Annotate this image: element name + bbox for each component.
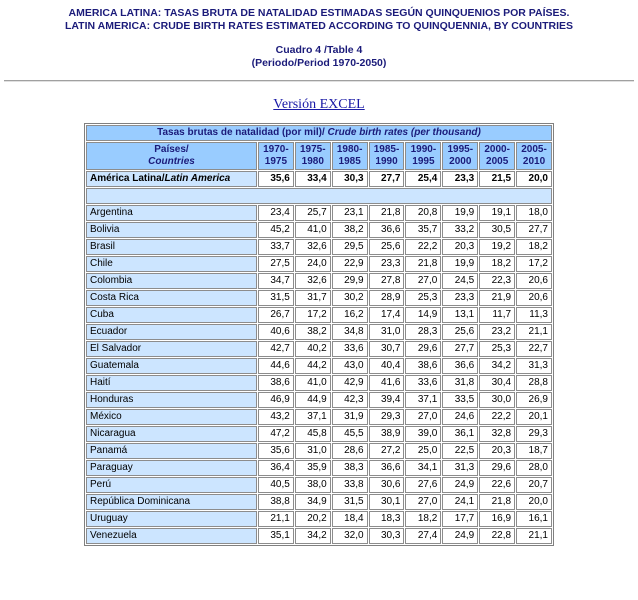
- value-cell: 27,2: [369, 443, 405, 459]
- country-header-english: Countries: [148, 156, 195, 167]
- value-cell: 28,8: [516, 375, 552, 391]
- value-cell: 25,0: [405, 443, 441, 459]
- period-column-header: [332, 142, 368, 170]
- period-column-header: [295, 142, 331, 170]
- spacer-cell: [86, 188, 552, 204]
- value-cell: 30,6: [369, 477, 405, 493]
- value-cell: 37,1: [295, 409, 331, 425]
- value-cell: 46,9: [258, 392, 294, 408]
- period-end: 1975: [264, 156, 288, 167]
- period-start: 1980-: [336, 144, 363, 155]
- period-start: 2005-: [521, 144, 547, 155]
- value-cell: 31,5: [258, 290, 294, 306]
- value-cell: 20,3: [442, 239, 478, 255]
- value-cell: 29,3: [516, 426, 552, 442]
- value-cell: 22,9: [332, 256, 368, 272]
- value-cell: 38,2: [332, 222, 368, 238]
- value-cell: 24,9: [442, 528, 478, 544]
- value-cell: 20,1: [516, 409, 552, 425]
- value-cell: 40,5: [258, 477, 294, 493]
- country-cell: Colombia: [86, 273, 257, 289]
- value-cell: 32,8: [479, 426, 515, 442]
- period-end: 2000: [449, 156, 472, 167]
- value-cell: 20,2: [295, 511, 331, 527]
- value-cell: 28,3: [405, 324, 441, 340]
- table-row: [86, 392, 552, 408]
- table-row: [86, 307, 552, 323]
- excel-version-link[interactable]: Versión EXCEL: [273, 97, 365, 112]
- value-cell: 23,3: [442, 290, 478, 306]
- title-spanish: AMERICA LATINA: TASAS BRUTA DE NATALIDAD ESTIMADAS SEGÚN QUINQUENIOS POR PAÍSES.: [68, 7, 570, 19]
- value-cell: 33,2: [442, 222, 478, 238]
- total-value-cell: 20,0: [516, 171, 552, 187]
- period-start: 1995-: [447, 144, 474, 155]
- value-cell: 22,2: [479, 409, 515, 425]
- value-cell: 11,7: [479, 307, 515, 323]
- value-cell: 34,8: [332, 324, 368, 340]
- caption-english: Crude birth rates (per thousand): [324, 127, 481, 138]
- value-cell: 30,1: [369, 494, 405, 510]
- value-cell: 20,0: [516, 494, 552, 510]
- spacer-row: [86, 188, 552, 204]
- value-cell: 23,3: [369, 256, 405, 272]
- value-cell: 27,7: [516, 222, 552, 238]
- value-cell: 18,0: [516, 205, 552, 221]
- country-cell: México: [86, 409, 257, 425]
- value-cell: 17,2: [516, 256, 552, 272]
- value-cell: 19,9: [442, 256, 478, 272]
- value-cell: 18,3: [369, 511, 405, 527]
- country-cell: Honduras: [86, 392, 257, 408]
- value-cell: 24,6: [442, 409, 478, 425]
- value-cell: 29,6: [479, 460, 515, 476]
- table-caption: [86, 125, 552, 141]
- value-cell: 25,6: [369, 239, 405, 255]
- value-cell: 44,9: [295, 392, 331, 408]
- value-cell: 34,2: [479, 358, 515, 374]
- value-cell: 31,3: [516, 358, 552, 374]
- value-cell: 21,8: [369, 205, 405, 221]
- value-cell: 21,1: [516, 324, 552, 340]
- value-cell: 29,3: [369, 409, 405, 425]
- value-cell: 19,2: [479, 239, 515, 255]
- value-cell: 22,3: [479, 273, 515, 289]
- value-cell: 35,7: [405, 222, 441, 238]
- country-cell: Nicaragua: [86, 426, 257, 442]
- total-value-cell: 27,7: [369, 171, 405, 187]
- period-column-header: [369, 142, 405, 170]
- value-cell: 29,6: [405, 341, 441, 357]
- value-cell: 35,1: [258, 528, 294, 544]
- value-cell: 31,9: [332, 409, 368, 425]
- total-value-cell: 33,4: [295, 171, 331, 187]
- value-cell: 38,9: [369, 426, 405, 442]
- period-column-header: [258, 142, 294, 170]
- value-cell: 25,3: [405, 290, 441, 306]
- value-cell: 36,4: [258, 460, 294, 476]
- caption-row: [86, 125, 552, 141]
- table-row: [86, 273, 552, 289]
- value-cell: 21,9: [479, 290, 515, 306]
- horizontal-divider: [4, 80, 634, 82]
- value-cell: 43,0: [332, 358, 368, 374]
- country-cell: Haití: [86, 375, 257, 391]
- value-cell: 30,4: [479, 375, 515, 391]
- table-row: [86, 409, 552, 425]
- value-cell: 18,4: [332, 511, 368, 527]
- period-start: 1985-: [373, 144, 400, 155]
- value-cell: 27,5: [258, 256, 294, 272]
- value-cell: 33,8: [332, 477, 368, 493]
- total-value-cell: 25,4: [405, 171, 441, 187]
- period-start: 1970-: [263, 144, 289, 155]
- value-cell: 31,0: [295, 443, 331, 459]
- title-english: LATIN AMERICA: CRUDE BIRTH RATES ESTIMATED ACCORDING TO QUINQUENNIA, BY COUNTRIES: [64, 20, 574, 32]
- period-end: 2010: [522, 156, 546, 167]
- country-column-header: [86, 142, 257, 170]
- value-cell: 19,1: [479, 205, 515, 221]
- value-cell: 21,8: [405, 256, 441, 272]
- value-cell: 20,3: [479, 443, 515, 459]
- table-row: [86, 426, 552, 442]
- value-cell: 16,1: [516, 511, 552, 527]
- value-cell: 40,2: [295, 341, 331, 357]
- value-cell: 18,2: [405, 511, 441, 527]
- value-cell: 38,3: [332, 460, 368, 476]
- value-cell: 42,9: [332, 375, 368, 391]
- value-cell: 18,7: [516, 443, 552, 459]
- value-cell: 23,2: [479, 324, 515, 340]
- value-cell: 20,8: [405, 205, 441, 221]
- value-cell: 29,5: [332, 239, 368, 255]
- value-cell: 37,1: [405, 392, 441, 408]
- value-cell: 27,4: [405, 528, 441, 544]
- value-cell: 45,5: [332, 426, 368, 442]
- value-cell: 30,5: [479, 222, 515, 238]
- table-row: [86, 375, 552, 391]
- country-cell: Argentina: [86, 205, 257, 221]
- table-number: Cuadro 4 /Table 4: [275, 44, 363, 56]
- value-cell: 26,9: [516, 392, 552, 408]
- period-start: 2000-: [484, 144, 510, 155]
- country-cell: Guatemala: [86, 358, 257, 374]
- total-row: [86, 171, 552, 187]
- value-cell: 28,6: [332, 443, 368, 459]
- value-cell: 30,2: [332, 290, 368, 306]
- value-cell: 24,0: [295, 256, 331, 272]
- value-cell: 30,3: [369, 528, 405, 544]
- period-column-header: [405, 142, 441, 170]
- value-cell: 17,7: [442, 511, 478, 527]
- value-cell: 25,7: [295, 205, 331, 221]
- value-cell: 40,4: [369, 358, 405, 374]
- table-row: [86, 443, 552, 459]
- value-cell: 18,2: [479, 256, 515, 272]
- value-cell: 38,8: [258, 494, 294, 510]
- value-cell: 43,2: [258, 409, 294, 425]
- value-cell: 41,0: [295, 222, 331, 238]
- table-row: [86, 477, 552, 493]
- value-cell: 36,1: [442, 426, 478, 442]
- value-cell: 34,9: [295, 494, 331, 510]
- country-cell: Panamá: [86, 443, 257, 459]
- table-row: [86, 205, 552, 221]
- value-cell: 22,2: [405, 239, 441, 255]
- value-cell: 42,3: [332, 392, 368, 408]
- value-cell: 42,7: [258, 341, 294, 357]
- period-end: 1980: [301, 156, 324, 167]
- country-cell: El Salvador: [86, 341, 257, 357]
- value-cell: 29,9: [332, 273, 368, 289]
- value-cell: 32,6: [295, 273, 331, 289]
- country-cell: Venezuela: [86, 528, 257, 544]
- value-cell: 24,9: [442, 477, 478, 493]
- period-label: (Periodo/Period 1970-2050): [251, 57, 387, 69]
- country-cell: Ecuador: [86, 324, 257, 340]
- value-cell: 38,6: [405, 358, 441, 374]
- value-cell: 34,7: [258, 273, 294, 289]
- value-cell: 13,1: [442, 307, 478, 323]
- value-cell: 16,9: [479, 511, 515, 527]
- value-cell: 31,3: [442, 460, 478, 476]
- value-cell: 20,6: [516, 290, 552, 306]
- country-cell: República Dominicana: [86, 494, 257, 510]
- value-cell: 27,0: [405, 273, 441, 289]
- table-row: [86, 460, 552, 476]
- country-cell: Uruguay: [86, 511, 257, 527]
- value-cell: 38,0: [295, 477, 331, 493]
- period-end: 1990: [375, 156, 398, 167]
- value-cell: 41,0: [295, 375, 331, 391]
- period-column-header: [516, 142, 552, 170]
- value-cell: 39,0: [405, 426, 441, 442]
- country-cell: Bolivia: [86, 222, 257, 238]
- period-start: 1990-: [410, 144, 437, 155]
- value-cell: 17,2: [295, 307, 331, 323]
- table-row: [86, 511, 552, 527]
- total-label: [86, 171, 257, 187]
- total-value-cell: 21,5: [479, 171, 515, 187]
- table-row: [86, 494, 552, 510]
- period-column-header: [479, 142, 515, 170]
- country-cell: Costa Rica: [86, 290, 257, 306]
- value-cell: 22,6: [479, 477, 515, 493]
- value-cell: 27,0: [405, 494, 441, 510]
- value-cell: 31,5: [332, 494, 368, 510]
- value-cell: 28,0: [516, 460, 552, 476]
- value-cell: 31,8: [442, 375, 478, 391]
- value-cell: 32,0: [332, 528, 368, 544]
- value-cell: 47,2: [258, 426, 294, 442]
- value-cell: 24,1: [442, 494, 478, 510]
- caption-spanish: Tasas brutas de natalidad (por mil)/: [157, 127, 325, 138]
- value-cell: 20,6: [516, 273, 552, 289]
- value-cell: 20,7: [516, 477, 552, 493]
- value-cell: 17,4: [369, 307, 405, 323]
- value-cell: 27,8: [369, 273, 405, 289]
- value-cell: 22,7: [516, 341, 552, 357]
- value-cell: 38,2: [295, 324, 331, 340]
- value-cell: 36,6: [369, 460, 405, 476]
- table-row: [86, 358, 552, 374]
- country-cell: Paraguay: [86, 460, 257, 476]
- value-cell: 34,2: [295, 528, 331, 544]
- value-cell: 40,6: [258, 324, 294, 340]
- value-cell: 23,4: [258, 205, 294, 221]
- country-cell: Cuba: [86, 307, 257, 323]
- table-row: [86, 341, 552, 357]
- value-cell: 33,5: [442, 392, 478, 408]
- value-cell: 23,1: [332, 205, 368, 221]
- country-cell: Brasil: [86, 239, 257, 255]
- total-value-cell: 23,3: [442, 171, 478, 187]
- value-cell: 34,1: [405, 460, 441, 476]
- value-cell: 31,0: [369, 324, 405, 340]
- country-cell: Perú: [86, 477, 257, 493]
- value-cell: 28,9: [369, 290, 405, 306]
- value-cell: 27,0: [405, 409, 441, 425]
- value-cell: 38,6: [258, 375, 294, 391]
- value-cell: 25,6: [442, 324, 478, 340]
- value-cell: 45,8: [295, 426, 331, 442]
- total-label-english: Latin America: [164, 173, 231, 184]
- value-cell: 30,0: [479, 392, 515, 408]
- value-cell: 36,6: [369, 222, 405, 238]
- table-row: [86, 528, 552, 544]
- table-row: [86, 256, 552, 272]
- value-cell: 14,9: [405, 307, 441, 323]
- value-cell: 24,5: [442, 273, 478, 289]
- period-column-header: [442, 142, 478, 170]
- total-label-spanish: América Latina/: [90, 173, 165, 184]
- value-cell: 33,6: [332, 341, 368, 357]
- value-cell: 21,8: [479, 494, 515, 510]
- table-row: [86, 290, 552, 306]
- value-cell: 35,9: [295, 460, 331, 476]
- value-cell: 25,3: [479, 341, 515, 357]
- country-cell: Chile: [86, 256, 257, 272]
- value-cell: 36,6: [442, 358, 478, 374]
- country-header-spanish: Países/: [154, 144, 189, 155]
- value-cell: 44,2: [295, 358, 331, 374]
- value-cell: 39,4: [369, 392, 405, 408]
- period-end: 1995: [412, 156, 435, 167]
- column-header-row: [86, 142, 552, 170]
- value-cell: 18,2: [516, 239, 552, 255]
- value-cell: 31,7: [295, 290, 331, 306]
- period-start: 1975-: [299, 144, 326, 155]
- value-cell: 33,7: [258, 239, 294, 255]
- value-cell: 11,3: [516, 307, 552, 323]
- total-value-cell: 35,6: [258, 171, 294, 187]
- excel-link-container: [0, 97, 638, 113]
- value-cell: 22,5: [442, 443, 478, 459]
- value-cell: 44,6: [258, 358, 294, 374]
- value-cell: 21,1: [258, 511, 294, 527]
- value-cell: 35,6: [258, 443, 294, 459]
- value-cell: 16,2: [332, 307, 368, 323]
- birth-rates-table: [84, 123, 554, 546]
- value-cell: 26,7: [258, 307, 294, 323]
- value-cell: 27,6: [405, 477, 441, 493]
- value-cell: 32,6: [295, 239, 331, 255]
- value-cell: 33,6: [405, 375, 441, 391]
- value-cell: 30,7: [369, 341, 405, 357]
- table-row: [86, 324, 552, 340]
- value-cell: 19,9: [442, 205, 478, 221]
- value-cell: 41,6: [369, 375, 405, 391]
- value-cell: 22,8: [479, 528, 515, 544]
- value-cell: 21,1: [516, 528, 552, 544]
- period-end: 2005: [486, 156, 509, 167]
- total-value-cell: 30,3: [332, 171, 368, 187]
- value-cell: 45,2: [258, 222, 294, 238]
- table-row: [86, 239, 552, 255]
- table-row: [86, 222, 552, 238]
- period-end: 1985: [338, 156, 361, 167]
- value-cell: 27,7: [442, 341, 478, 357]
